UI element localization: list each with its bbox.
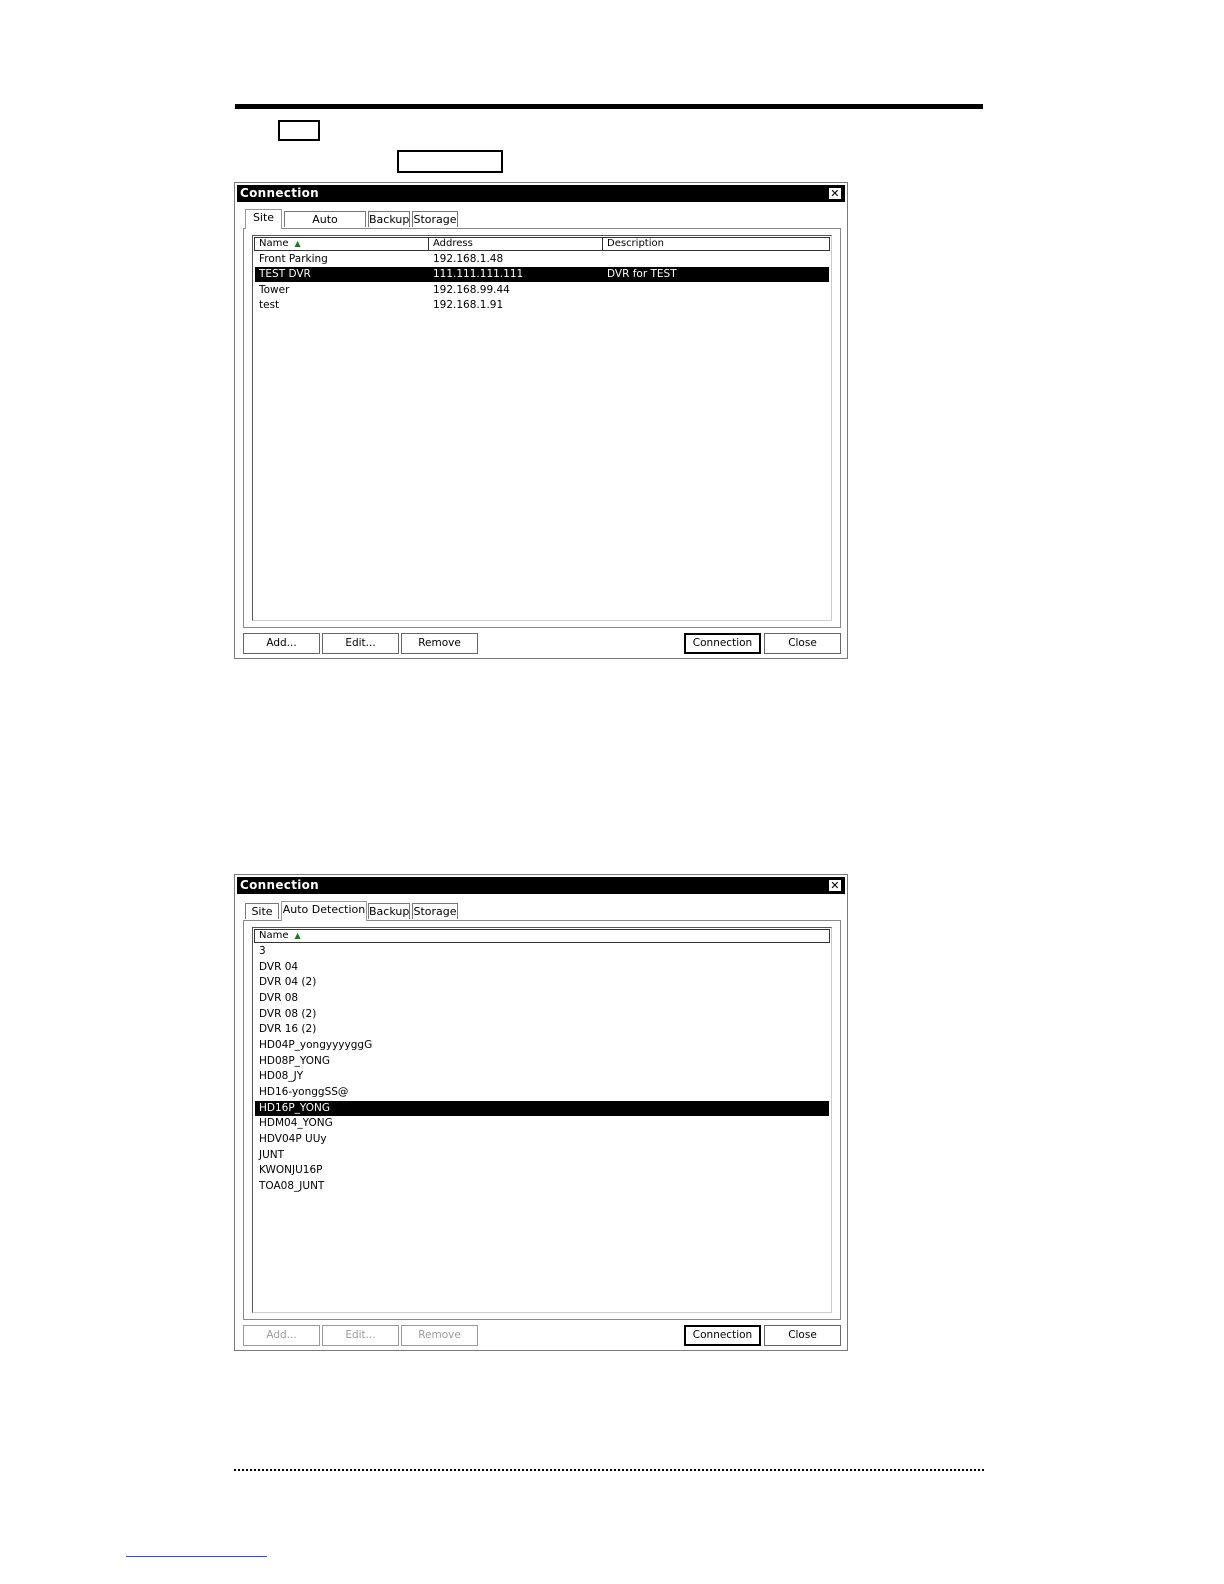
- cell-description: DVR for TEST: [607, 268, 677, 280]
- table-row[interactable]: [255, 298, 829, 313]
- add-button[interactable]: Add...: [243, 1325, 320, 1346]
- column-header-label: Name: [259, 930, 289, 941]
- cell-name: 3: [259, 945, 266, 957]
- list-header: [254, 929, 830, 943]
- list-item[interactable]: [255, 991, 829, 1006]
- list-item[interactable]: [255, 960, 829, 975]
- close-button[interactable]: Close: [764, 633, 841, 654]
- list-item[interactable]: [255, 1116, 829, 1131]
- cell-name: HD08P_YONG: [259, 1055, 331, 1067]
- tab-storage[interactable]: Storage: [413, 905, 457, 918]
- cell-name: KWONJU16P: [259, 1164, 323, 1176]
- tab-auto-detection[interactable]: Auto Detection: [281, 901, 367, 921]
- cell-name: TOA08_JUNT: [259, 1180, 325, 1192]
- list-item[interactable]: [255, 1069, 829, 1084]
- dialog-titlebar: [237, 877, 845, 894]
- cell-name: HD16-yonggSS@: [259, 1086, 349, 1098]
- list-item[interactable]: [255, 1148, 829, 1163]
- cell-name: test: [259, 299, 280, 311]
- connection-button[interactable]: Connection: [684, 633, 761, 654]
- cell-name: HDM04_YONG: [259, 1117, 333, 1129]
- cell-name: HD16P_YONG: [259, 1102, 331, 1114]
- cell-name: DVR 16 (2): [259, 1023, 317, 1035]
- column-header-label: Name: [259, 238, 289, 249]
- dialog-title: Connection: [240, 186, 320, 200]
- cell-name: Front Parking: [259, 253, 328, 265]
- tab-auto-detection[interactable]: Auto: [284, 211, 366, 227]
- cell-name: TEST DVR: [259, 268, 311, 280]
- column-header-description[interactable]: Description: [607, 238, 664, 249]
- list-item[interactable]: [255, 944, 829, 959]
- list-item[interactable]: [255, 1022, 829, 1037]
- tab-backup[interactable]: Backup: [369, 905, 410, 918]
- cell-name: JUNT: [259, 1149, 285, 1161]
- top-rule: [235, 104, 983, 109]
- close-button[interactable]: Close: [764, 1325, 841, 1346]
- cell-name: Tower: [259, 284, 290, 296]
- cell-name: HDV04P UUy: [259, 1133, 327, 1145]
- connection-dialog-auto-detection: [234, 874, 848, 1351]
- cell-name: DVR 08: [259, 992, 299, 1004]
- column-header-name[interactable]: [255, 238, 429, 250]
- tab-site[interactable]: Site: [245, 209, 282, 229]
- cell-name: DVR 04: [259, 961, 299, 973]
- sort-ascending-icon: ▲: [294, 931, 301, 940]
- cell-name: HD08_JY: [259, 1070, 304, 1082]
- table-row[interactable]: [255, 252, 829, 267]
- list-item[interactable]: [255, 1179, 829, 1194]
- footer-link-underline[interactable]: [126, 1556, 267, 1557]
- connection-dialog-site: [234, 182, 848, 659]
- close-icon[interactable]: ✕: [828, 879, 842, 892]
- list-item[interactable]: [255, 1054, 829, 1069]
- list-item[interactable]: [255, 1038, 829, 1053]
- table-row[interactable]: [255, 283, 829, 298]
- detected-list[interactable]: [252, 927, 832, 1313]
- sort-ascending-icon: ▲: [294, 239, 301, 248]
- list-item[interactable]: [255, 1085, 829, 1100]
- remove-button[interactable]: Remove: [401, 633, 478, 654]
- tab-backup[interactable]: Backup: [369, 213, 410, 226]
- add-button[interactable]: Add...: [243, 633, 320, 654]
- inline-button-box: [278, 120, 320, 141]
- connection-button[interactable]: Connection: [684, 1325, 761, 1346]
- list-item[interactable]: [255, 1007, 829, 1022]
- cell-name: DVR 08 (2): [259, 1008, 317, 1020]
- cell-name: DVR 04 (2): [259, 976, 317, 988]
- dialog-titlebar: [237, 185, 845, 202]
- close-icon[interactable]: ✕: [828, 187, 842, 200]
- site-panel: [243, 228, 841, 628]
- list-header: [254, 237, 830, 251]
- edit-button[interactable]: Edit...: [322, 633, 399, 654]
- cell-address: 192.168.1.91: [433, 299, 504, 311]
- cell-address: 111.111.111.111: [433, 268, 524, 280]
- cell-name: HD04P_yongyyyyggG: [259, 1039, 373, 1051]
- auto-detection-panel: [243, 920, 841, 1320]
- table-row-selected[interactable]: [255, 267, 829, 282]
- footer-dotted-rule: [234, 1469, 984, 1471]
- list-item[interactable]: [255, 975, 829, 990]
- column-header-name[interactable]: [255, 930, 831, 942]
- cell-address: 192.168.1.48: [433, 253, 504, 265]
- dialog-title: Connection: [240, 878, 320, 892]
- list-item[interactable]: [255, 1163, 829, 1178]
- cell-address: 192.168.99.44: [433, 284, 510, 296]
- list-item[interactable]: [255, 1132, 829, 1147]
- tab-storage[interactable]: Storage: [413, 213, 457, 226]
- column-header-address[interactable]: Address: [429, 238, 603, 250]
- remove-button[interactable]: Remove: [401, 1325, 478, 1346]
- edit-button[interactable]: Edit...: [322, 1325, 399, 1346]
- site-list[interactable]: [252, 235, 832, 621]
- list-item-selected[interactable]: [255, 1101, 829, 1116]
- inline-button-box-wide: [397, 150, 503, 173]
- tab-site[interactable]: Site: [245, 903, 279, 919]
